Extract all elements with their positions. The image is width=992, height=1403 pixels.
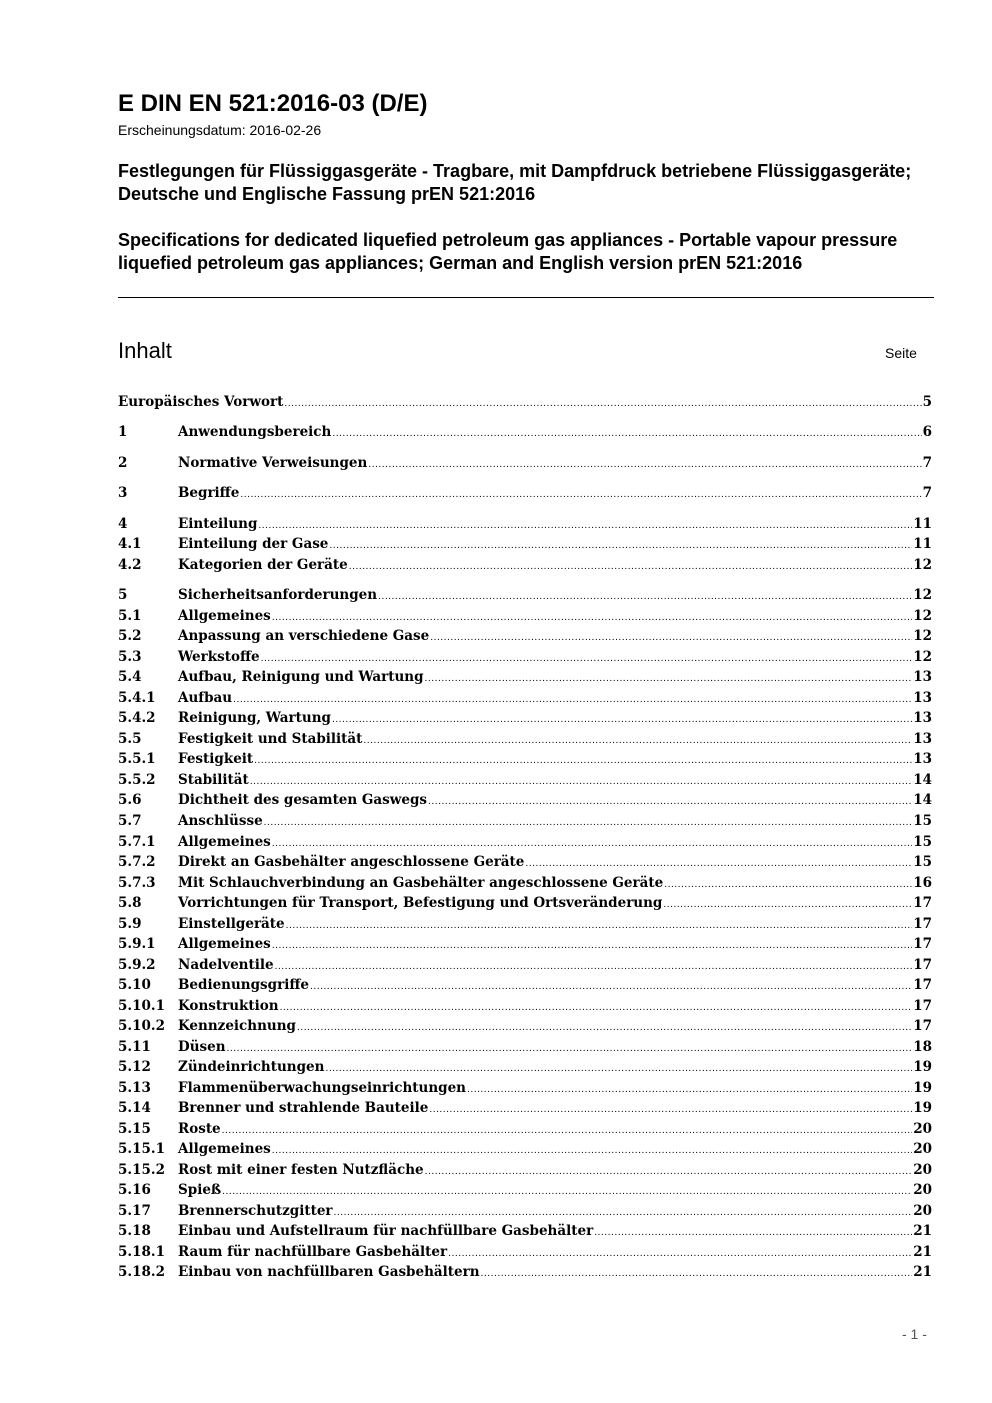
toc-entry-number: 4.2 — [118, 557, 142, 573]
toc-dot-leader — [297, 1023, 912, 1033]
document-id: E DIN EN 521:2016-03 (D/E) — [118, 90, 428, 117]
toc-entry[interactable] — [118, 1100, 932, 1120]
toc-dot-leader — [467, 1085, 912, 1095]
toc-entry-title: Allgemeines — [178, 608, 271, 624]
toc-entry-title: Normative Verweisungen — [178, 455, 368, 471]
title-english: Specifications for dedicated liquefied petroleum gas appliances - Portable vapour pressure liquefied petroleum gas appliances; German and English version prEN 521:2016 — [118, 230, 898, 273]
toc-dot-leader — [481, 1269, 913, 1279]
toc-entry[interactable] — [118, 751, 932, 771]
toc-entry-title: Kategorien der Geräte — [178, 557, 348, 573]
toc-entry[interactable] — [118, 772, 932, 792]
toc-entry-number: 5.11 — [118, 1039, 151, 1055]
toc-entry-page: 11 — [913, 536, 932, 552]
issue-date: Erscheinungsdatum: 2016-02-26 — [118, 122, 322, 138]
toc-entry-number: 5.8 — [118, 895, 142, 911]
toc-entry-title: Flammenüberwachungseinrichtungen — [178, 1080, 466, 1096]
toc-entry-page: 12 — [913, 557, 932, 573]
toc-dot-leader — [240, 490, 921, 500]
toc-entry-page: 17 — [913, 977, 932, 993]
toc-dot-leader — [325, 1064, 912, 1074]
toc-entry-page: 17 — [913, 916, 932, 932]
toc-heading: Inhalt — [118, 338, 172, 363]
toc-entry-page: 21 — [913, 1223, 932, 1239]
toc-entry-page: 13 — [913, 690, 932, 706]
toc-entry-number: 5.15.1 — [118, 1141, 165, 1157]
toc-entry-number: 5.17 — [118, 1203, 151, 1219]
toc-entry[interactable] — [118, 669, 932, 689]
toc-dot-leader — [368, 460, 921, 470]
toc-dot-leader — [272, 1146, 912, 1156]
toc-entry-number: 5.3 — [118, 649, 142, 665]
toc-entry-number: 5.15.2 — [118, 1162, 165, 1178]
toc-dot-leader — [430, 633, 912, 643]
toc-entry-title: Rost mit einer festen Nutzfläche — [178, 1162, 424, 1178]
toc-entry-title: Mit Schlauchverbindung an Gasbehälter angeschlossene Geräte — [178, 875, 664, 891]
toc-dot-leader — [363, 736, 912, 746]
toc-dot-leader — [425, 1167, 913, 1177]
toc-entry-number: 5.4 — [118, 669, 142, 685]
toc-entry[interactable] — [118, 834, 932, 854]
toc-entry-title: Festigkeit — [178, 751, 254, 767]
toc-entry-page: 12 — [913, 608, 932, 624]
toc-entry[interactable] — [118, 1182, 932, 1202]
toc-entry-page: 7 — [922, 455, 932, 471]
toc-entry-number: 5.14 — [118, 1100, 151, 1116]
toc-entry-number: 5.1 — [118, 608, 142, 624]
toc-entry-number: 5.5 — [118, 731, 142, 747]
toc-entry[interactable] — [118, 536, 932, 556]
toc-entry-page: 20 — [913, 1182, 932, 1198]
toc-entry-number: 5.9 — [118, 916, 142, 932]
toc-entry-title: Zündeinrichtungen — [178, 1059, 325, 1075]
toc-entry[interactable] — [118, 977, 932, 997]
toc-entry-page: 5 — [922, 394, 932, 410]
toc-entry-page: 13 — [913, 731, 932, 747]
toc-entry-title: Sicherheitsanforderungen — [178, 587, 378, 603]
header-divider — [118, 297, 934, 298]
toc-entry-title: Spieß — [178, 1182, 222, 1198]
toc-entry[interactable] — [118, 1244, 932, 1264]
toc-dot-leader — [349, 562, 912, 572]
toc-entry-title: Brenner und strahlende Bauteile — [178, 1100, 429, 1116]
toc-entry-title: Einbau und Aufstellraum für nachfüllbare Gasbehälter — [178, 1223, 594, 1239]
toc-entry[interactable] — [118, 1039, 932, 1059]
toc-entry-title: Vorrichtungen für Transport, Befestigung und Ortsveränderung — [178, 895, 663, 911]
toc-entry-page: 7 — [922, 485, 932, 501]
toc-dot-leader — [663, 900, 912, 910]
toc-entry-title: Aufbau — [178, 690, 233, 706]
toc-entry-number: 5 — [118, 587, 128, 603]
toc-entry-title: Aufbau, Reinigung und Wartung — [178, 669, 424, 685]
toc-entry-number: 5.18 — [118, 1223, 151, 1239]
toc-entry-page: 21 — [913, 1244, 932, 1260]
toc-entry-title: Einteilung der Gase — [178, 536, 329, 552]
toc-entry[interactable] — [118, 1018, 932, 1038]
toc-entry-page: 14 — [913, 792, 932, 808]
toc-entry[interactable] — [118, 690, 932, 710]
toc-entry[interactable] — [118, 936, 932, 956]
toc-entry-number: 5.6 — [118, 792, 142, 808]
toc-entry[interactable] — [118, 1264, 932, 1284]
toc-entry-page: 13 — [913, 710, 932, 726]
toc-entry[interactable] — [118, 608, 932, 628]
toc-dot-leader — [310, 982, 912, 992]
toc-dot-leader — [272, 613, 912, 623]
toc-dot-leader — [332, 715, 912, 725]
toc-dot-leader — [332, 429, 921, 439]
toc-entry-page: 12 — [913, 649, 932, 665]
toc-entry[interactable] — [118, 895, 932, 915]
toc-entry-page: 18 — [913, 1039, 932, 1055]
page-number: - 1 - — [902, 1326, 927, 1342]
toc-entry-title: Konstruktion — [178, 998, 279, 1014]
toc-entry-title: Allgemeines — [178, 1141, 271, 1157]
toc-entry-number: 5.2 — [118, 628, 142, 644]
toc-entry-page: 20 — [913, 1162, 932, 1178]
toc-entry-title: Allgemeines — [178, 834, 271, 850]
toc-entry-page: 15 — [913, 854, 932, 870]
toc-entry-number: 5.18.1 — [118, 1244, 165, 1260]
toc-entry-number: 5.4.2 — [118, 710, 156, 726]
toc-entry-title: Einbau von nachfüllbaren Gasbehältern — [178, 1264, 480, 1280]
toc-dot-leader — [429, 1105, 912, 1115]
toc-entry-page: 19 — [913, 1059, 932, 1075]
toc-dot-leader — [222, 1126, 913, 1136]
toc-dot-leader — [275, 962, 913, 972]
toc-entry-title: Begriffe — [178, 485, 240, 501]
toc-entry-number: 2 — [118, 455, 128, 471]
toc-entry-page: 17 — [913, 957, 932, 973]
toc-entry-page: 20 — [913, 1121, 932, 1137]
toc-entry[interactable] — [118, 1223, 932, 1243]
toc-entry-number: 5.7.1 — [118, 834, 156, 850]
toc-dot-leader — [222, 1187, 912, 1197]
toc-entry-title: Bedienungsgriffe — [178, 977, 309, 993]
toc-entry-number: 3 — [118, 485, 128, 501]
toc-entry[interactable] — [118, 1059, 932, 1079]
toc-entry-title: Anschlüsse — [178, 813, 263, 829]
toc-entry-number: 1 — [118, 424, 128, 440]
toc-dot-leader — [284, 399, 921, 409]
toc-dot-leader — [272, 839, 912, 849]
toc-entry-number: 4.1 — [118, 536, 142, 552]
title-german: Festlegungen für Flüssiggasgeräte - Tragbare, mit Dampfdruck betriebene Flüssiggasgeräte; Deutsche und Englische Fassung prEN 521:2016 — [118, 161, 912, 204]
toc-entry-title: Allgemeines — [178, 936, 271, 952]
toc-entry-number: 5.5.2 — [118, 772, 156, 788]
toc-entry-title: Direkt an Gasbehälter angeschlossene Geräte — [178, 854, 525, 870]
toc-entry[interactable] — [118, 1203, 932, 1223]
toc-entry-page: 17 — [913, 1018, 932, 1034]
toc-entry[interactable] — [118, 628, 932, 648]
toc-dot-leader — [258, 521, 912, 531]
toc-entry-page: 20 — [913, 1141, 932, 1157]
toc-entry-number: 5.13 — [118, 1080, 151, 1096]
toc-dot-leader — [594, 1228, 912, 1238]
toc-dot-leader — [425, 674, 913, 684]
toc-dot-leader — [280, 1003, 913, 1013]
toc-entry-title: Brennerschutzgitter — [178, 1203, 333, 1219]
toc-entry-title: Reinigung, Wartung — [178, 710, 331, 726]
toc-entry-page: 15 — [913, 813, 932, 829]
toc-entry-number: 4 — [118, 516, 128, 532]
toc-entry-page: 15 — [913, 834, 932, 850]
toc-dot-leader — [664, 880, 912, 890]
toc-entry-page: 13 — [913, 669, 932, 685]
toc-entry-number: 5.7.2 — [118, 854, 156, 870]
toc-entry-page: 13 — [913, 751, 932, 767]
toc-entry[interactable] — [118, 792, 932, 812]
toc-entry[interactable] — [118, 854, 932, 874]
toc-entry-number: 5.4.1 — [118, 690, 156, 706]
toc-entry[interactable] — [118, 731, 932, 751]
toc-entry[interactable] — [118, 1162, 932, 1182]
toc-entry-number: 5.9.1 — [118, 936, 156, 952]
toc-entry[interactable] — [118, 916, 932, 936]
toc-entry-title: Festigkeit und Stabilität — [178, 731, 363, 747]
toc-entry[interactable] — [118, 710, 932, 730]
toc-dot-leader — [254, 756, 912, 766]
toc-entry-title: Stabilität — [178, 772, 249, 788]
toc-dot-leader — [227, 1044, 913, 1054]
toc-entry-page: 14 — [913, 772, 932, 788]
toc-entry-number: 5.18.2 — [118, 1264, 165, 1280]
toc-entry-title: Raum für nachfüllbare Gasbehälter — [178, 1244, 448, 1260]
toc-entry-title: Anwendungsbereich — [178, 424, 332, 440]
toc-dot-leader — [286, 921, 913, 931]
toc-dot-leader — [250, 777, 912, 787]
toc-entry-page: 16 — [913, 875, 932, 891]
toc-entry-page: 12 — [913, 587, 932, 603]
toc-entry-page: 19 — [913, 1100, 932, 1116]
toc-entry[interactable] — [118, 455, 932, 475]
toc-entry-number: 5.5.1 — [118, 751, 156, 767]
toc-entry[interactable] — [118, 1141, 932, 1161]
toc-entry-title: Werkstoffe — [178, 649, 260, 665]
toc-entry-number: 5.15 — [118, 1121, 151, 1137]
toc-entry-page: 12 — [913, 628, 932, 644]
page-column-label: Seite — [885, 345, 917, 361]
toc-entry[interactable] — [118, 424, 932, 444]
toc-entry-number: 5.7.3 — [118, 875, 156, 891]
toc-entry-title: Anpassung an verschiedene Gase — [178, 628, 430, 644]
toc-dot-leader — [378, 592, 912, 602]
toc-entry-page: 17 — [913, 936, 932, 952]
toc-entry-title: Kennzeichnung — [178, 1018, 296, 1034]
toc-entry-title: Roste — [178, 1121, 221, 1137]
toc-entry-number: 5.10 — [118, 977, 151, 993]
toc-entry[interactable] — [118, 1080, 932, 1100]
toc-dot-leader — [264, 818, 913, 828]
toc-entry-page: 6 — [922, 424, 932, 440]
toc-entry-page: 21 — [913, 1264, 932, 1280]
toc-entry-number: 5.12 — [118, 1059, 151, 1075]
toc-entry[interactable] — [118, 875, 932, 895]
toc-entry-page: 17 — [913, 998, 932, 1014]
toc-entry-title: Dichtheit des gesamten Gaswegs — [178, 792, 428, 808]
toc-entry-title: Düsen — [178, 1039, 226, 1055]
toc-entry[interactable] — [118, 957, 932, 977]
toc-entry-number: 5.7 — [118, 813, 142, 829]
toc-dot-leader — [272, 941, 912, 951]
toc-entry[interactable] — [118, 649, 932, 669]
toc-dot-leader — [329, 541, 912, 551]
toc-entry-number: 5.10.1 — [118, 998, 165, 1014]
toc-dot-leader — [233, 695, 912, 705]
toc-dot-leader — [261, 654, 913, 664]
toc-dot-leader — [448, 1249, 912, 1259]
toc-entry-number: 5.9.2 — [118, 957, 156, 973]
toc-dot-leader — [525, 859, 912, 869]
toc-entry[interactable] — [118, 813, 932, 833]
toc-entry-number: 5.16 — [118, 1182, 151, 1198]
toc-dot-leader — [334, 1208, 913, 1218]
toc-entry-title: Einteilung — [178, 516, 258, 532]
toc-entry[interactable] — [118, 557, 932, 577]
toc-entry-title: Nadelventile — [178, 957, 274, 973]
toc-entry[interactable] — [118, 394, 932, 414]
toc-entry-title: Einstellgeräte — [178, 916, 285, 932]
toc-entry-page: 19 — [913, 1080, 932, 1096]
toc-entry[interactable] — [118, 516, 932, 536]
toc-entry[interactable] — [118, 1121, 932, 1141]
toc-entry[interactable] — [118, 485, 932, 505]
toc-entry-page: 17 — [913, 895, 932, 911]
toc-entry-number: 5.10.2 — [118, 1018, 165, 1034]
toc-dot-leader — [428, 797, 912, 807]
toc-entry[interactable] — [118, 998, 932, 1018]
toc-entry[interactable] — [118, 587, 932, 607]
toc-entry-page: 11 — [913, 516, 932, 532]
toc-entry-title: Europäisches Vorwort — [118, 394, 284, 410]
toc-entry-page: 20 — [913, 1203, 932, 1219]
